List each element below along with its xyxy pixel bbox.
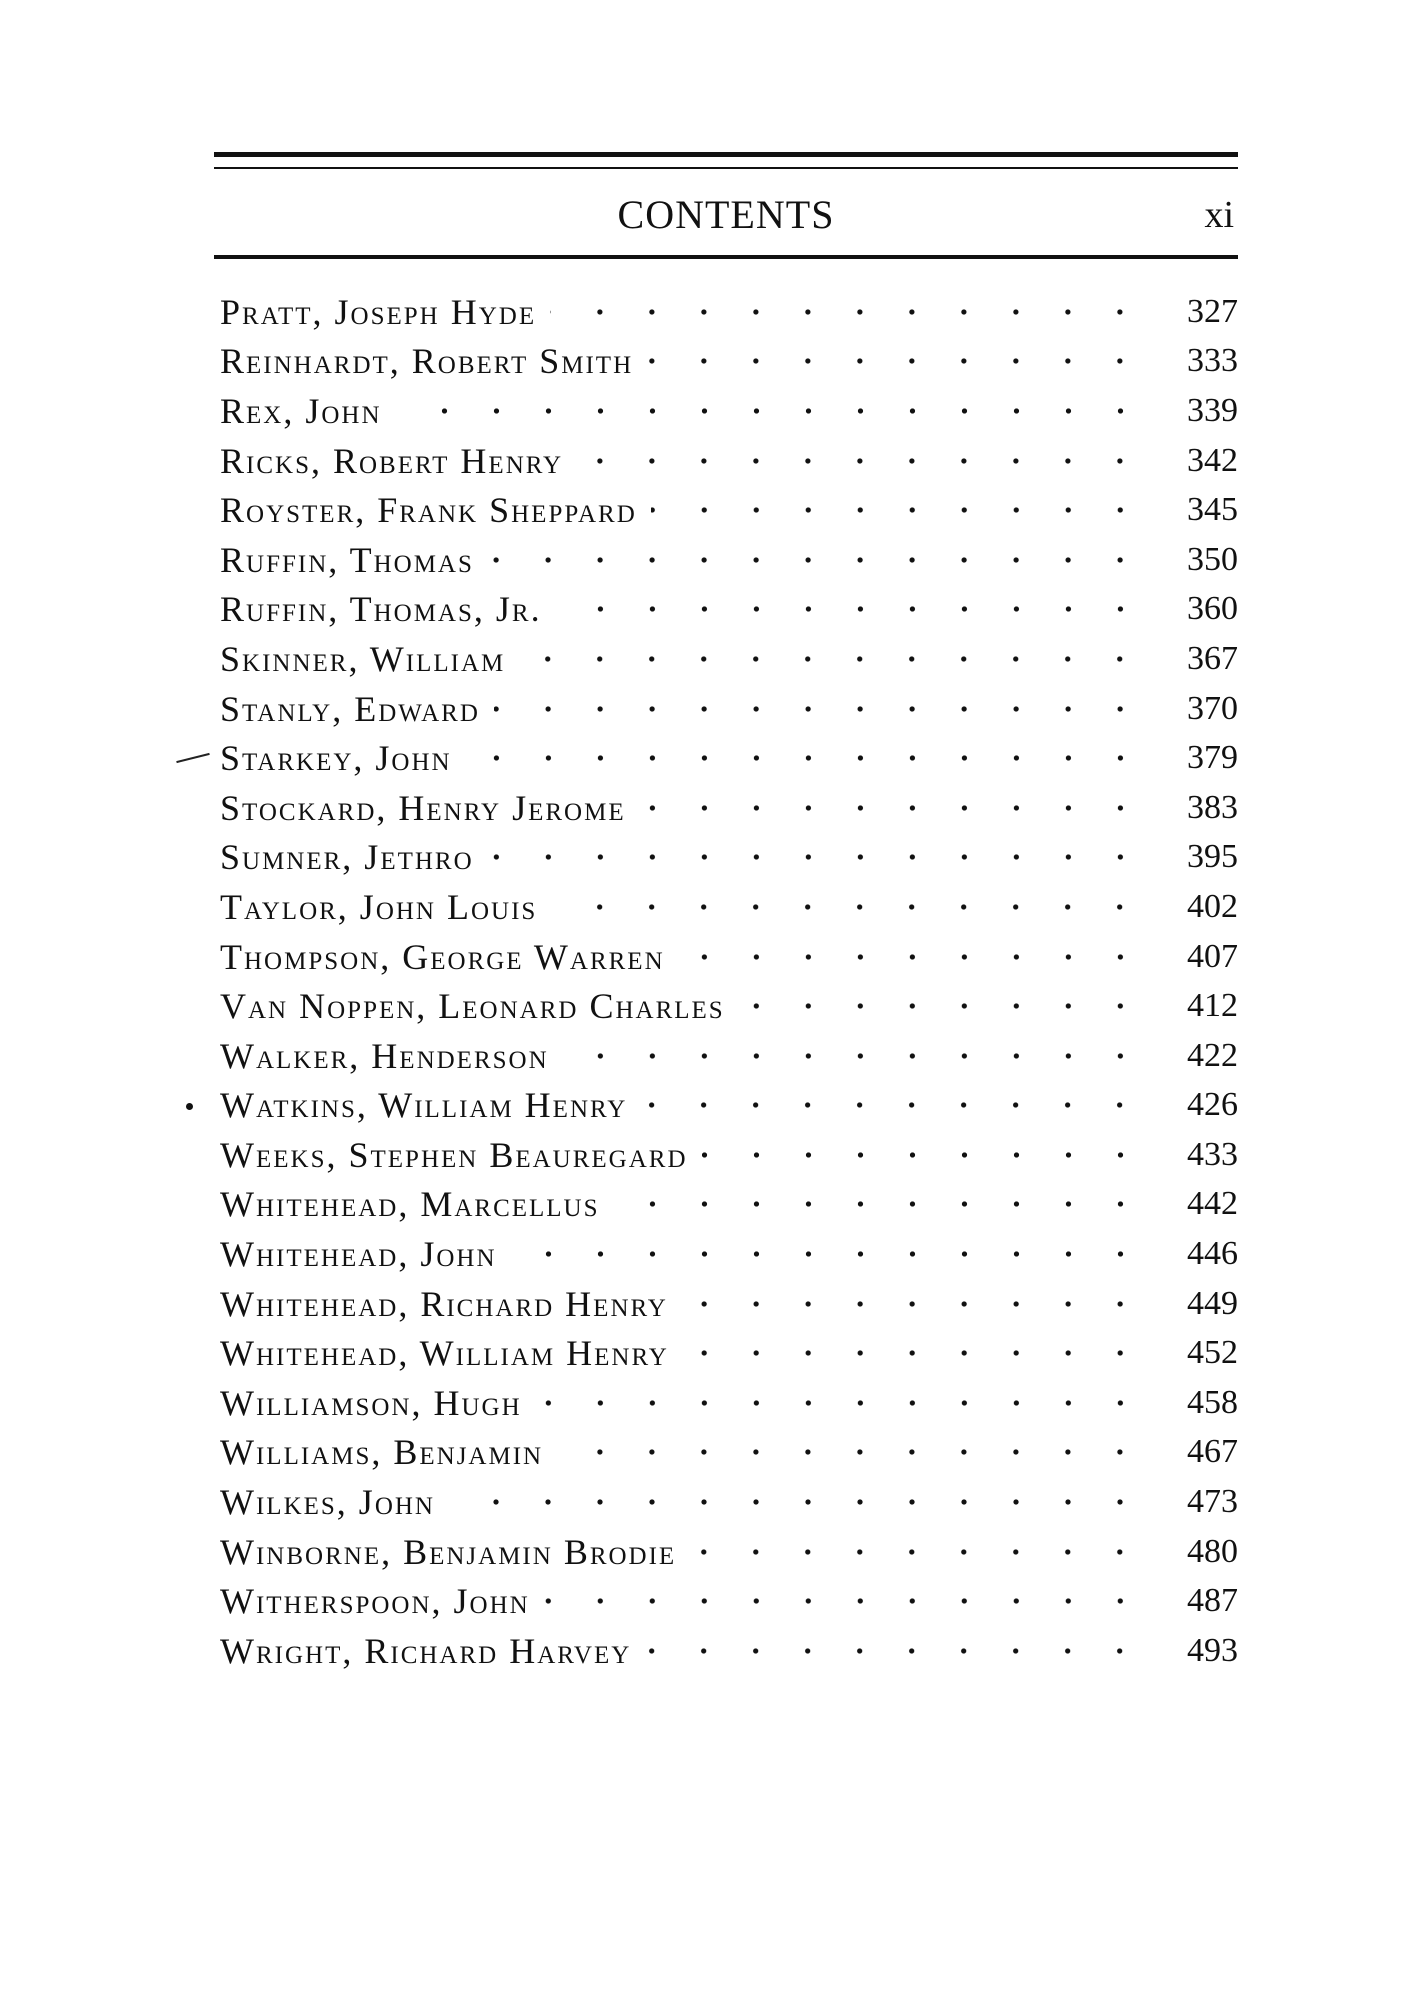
- dot-leader: [550, 292, 1146, 332]
- contents-list: [214, 287, 1238, 1676]
- list-item: [214, 1081, 1238, 1131]
- list-item: [214, 684, 1238, 734]
- dot-leader: [647, 341, 1146, 381]
- list-item: [214, 337, 1238, 387]
- entry-name: Wright, Richard Harvey: [220, 1630, 632, 1671]
- entry-page-number: 345: [1187, 491, 1238, 529]
- entry-page-number: 370: [1187, 689, 1238, 727]
- entry-name: Starkey, John: [220, 738, 452, 779]
- entry-name: Walker, Henderson: [220, 1035, 549, 1076]
- entry-page-number: 473: [1187, 1483, 1238, 1521]
- dot-leader: [645, 1631, 1146, 1671]
- dot-leader: [551, 887, 1146, 927]
- entry-page-number: 433: [1187, 1135, 1238, 1173]
- entry-name: Sumner, Jethro: [220, 837, 474, 878]
- page-header: [214, 169, 1238, 255]
- list-item: [214, 1031, 1238, 1081]
- entry-page-number: 402: [1187, 887, 1238, 925]
- entry-name: Ruffin, Thomas, Jr.: [220, 589, 542, 630]
- entry-name: Whitehead, Richard Henry: [220, 1283, 668, 1324]
- entry-name: Whitehead, John: [220, 1234, 497, 1275]
- margin-dot-mark: [186, 1103, 193, 1110]
- dot-leader: [739, 986, 1146, 1026]
- entry-name: Wilkes, John: [220, 1482, 435, 1523]
- list-item: [214, 436, 1238, 486]
- dot-leader: [556, 589, 1146, 629]
- list-item: [214, 535, 1238, 585]
- entry-name: Van Noppen, Leonard Charles: [220, 986, 725, 1027]
- dot-leader: [651, 490, 1146, 530]
- list-item: [214, 1279, 1238, 1329]
- dot-leader: [449, 1482, 1146, 1522]
- entry-name: Whitehead, William Henry: [220, 1333, 669, 1374]
- list-item: [214, 1328, 1238, 1378]
- dot-leader: [563, 1036, 1146, 1076]
- dot-leader: [544, 1581, 1146, 1621]
- margin-dash-mark: [176, 753, 209, 763]
- dot-leader: [519, 639, 1146, 679]
- list-item: [214, 1527, 1238, 1577]
- dot-leader: [488, 837, 1146, 877]
- list-item: [214, 1378, 1238, 1428]
- entry-name: Weeks, Stephen Beauregard: [220, 1134, 688, 1175]
- page-number: xi: [1204, 194, 1234, 236]
- entry-page-number: 449: [1187, 1284, 1238, 1322]
- dot-leader: [641, 1085, 1146, 1125]
- entry-name: Ricks, Robert Henry: [220, 440, 564, 481]
- entry-name: Whitehead, Marcellus: [220, 1184, 600, 1225]
- list-item: [214, 386, 1238, 436]
- list-item: [214, 287, 1238, 337]
- list-item: [214, 1180, 1238, 1230]
- dot-leader: [679, 937, 1146, 977]
- entry-name: Williams, Benjamin: [220, 1432, 544, 1473]
- entry-page-number: 350: [1187, 540, 1238, 578]
- list-item: [214, 1229, 1238, 1279]
- list-item: [214, 634, 1238, 684]
- dot-leader: [488, 540, 1146, 580]
- header-double-rule: [214, 152, 1238, 169]
- dot-leader: [702, 1135, 1147, 1175]
- dot-leader: [690, 1532, 1146, 1572]
- entry-page-number: 467: [1187, 1433, 1238, 1471]
- list-item: [214, 833, 1238, 883]
- entry-name: Pratt, Joseph Hyde: [220, 291, 537, 332]
- list-item: [214, 1626, 1238, 1676]
- entry-page-number: 327: [1187, 292, 1238, 330]
- dot-leader: [577, 441, 1146, 481]
- contents-page: [214, 152, 1238, 1676]
- entry-page-number: 379: [1187, 739, 1238, 777]
- dot-leader: [682, 1284, 1146, 1324]
- entry-name: Thompson, George Warren: [220, 936, 665, 977]
- entry-page-number: 458: [1187, 1383, 1238, 1421]
- list-item: [214, 932, 1238, 982]
- entry-name: Stockard, Henry Jerome: [220, 787, 626, 828]
- entry-page-number: 422: [1187, 1036, 1238, 1074]
- list-item: [214, 882, 1238, 932]
- entry-page-number: 480: [1187, 1532, 1238, 1570]
- entry-page-number: 339: [1187, 391, 1238, 429]
- list-item: [214, 783, 1238, 833]
- entry-name: Ruffin, Thomas: [220, 539, 474, 580]
- dot-leader: [640, 788, 1146, 828]
- entry-page-number: 426: [1187, 1086, 1238, 1124]
- dot-leader: [396, 391, 1146, 431]
- list-item: [214, 1576, 1238, 1626]
- entry-name: Taylor, John Louis: [220, 886, 538, 927]
- dot-leader: [683, 1333, 1146, 1373]
- entry-page-number: 493: [1187, 1631, 1238, 1669]
- entry-page-number: 333: [1187, 342, 1238, 380]
- entry-page-number: 407: [1187, 937, 1238, 975]
- list-item: [214, 485, 1238, 535]
- entry-page-number: 442: [1187, 1185, 1238, 1223]
- list-item: [214, 585, 1238, 635]
- entry-name: Royster, Frank Sheppard: [220, 490, 637, 531]
- dot-leader: [536, 1383, 1146, 1423]
- entry-page-number: 412: [1187, 987, 1238, 1025]
- dot-leader: [511, 1234, 1146, 1274]
- page-title: CONTENTS: [617, 192, 835, 237]
- entry-name: Rex, John: [220, 390, 382, 431]
- entry-page-number: 367: [1187, 639, 1238, 677]
- header-rule: [214, 255, 1238, 259]
- entry-name: Skinner, William: [220, 638, 506, 679]
- entry-name: Witherspoon, John: [220, 1581, 530, 1622]
- dot-leader: [614, 1184, 1146, 1224]
- entry-page-number: 342: [1187, 441, 1238, 479]
- entry-name: Watkins, William Henry: [220, 1085, 628, 1126]
- dot-leader: [557, 1432, 1146, 1472]
- entry-page-number: 360: [1187, 590, 1238, 628]
- entry-page-number: 446: [1187, 1235, 1238, 1273]
- dot-leader: [494, 689, 1146, 729]
- entry-page-number: 452: [1187, 1334, 1238, 1372]
- dot-leader: [466, 738, 1146, 778]
- list-item: [214, 981, 1238, 1031]
- list-item: [214, 1130, 1238, 1180]
- entry-name: Stanly, Edward: [220, 688, 480, 729]
- entry-name: Reinhardt, Robert Smith: [220, 341, 634, 382]
- entry-page-number: 487: [1187, 1582, 1238, 1620]
- entry-page-number: 383: [1187, 788, 1238, 826]
- entry-name: Winborne, Benjamin Brodie: [220, 1531, 677, 1572]
- entry-name: Williamson, Hugh: [220, 1382, 522, 1423]
- list-item: [214, 1477, 1238, 1527]
- entry-page-number: 395: [1187, 838, 1238, 876]
- list-item: [214, 1428, 1238, 1478]
- list-item: [214, 733, 1238, 783]
